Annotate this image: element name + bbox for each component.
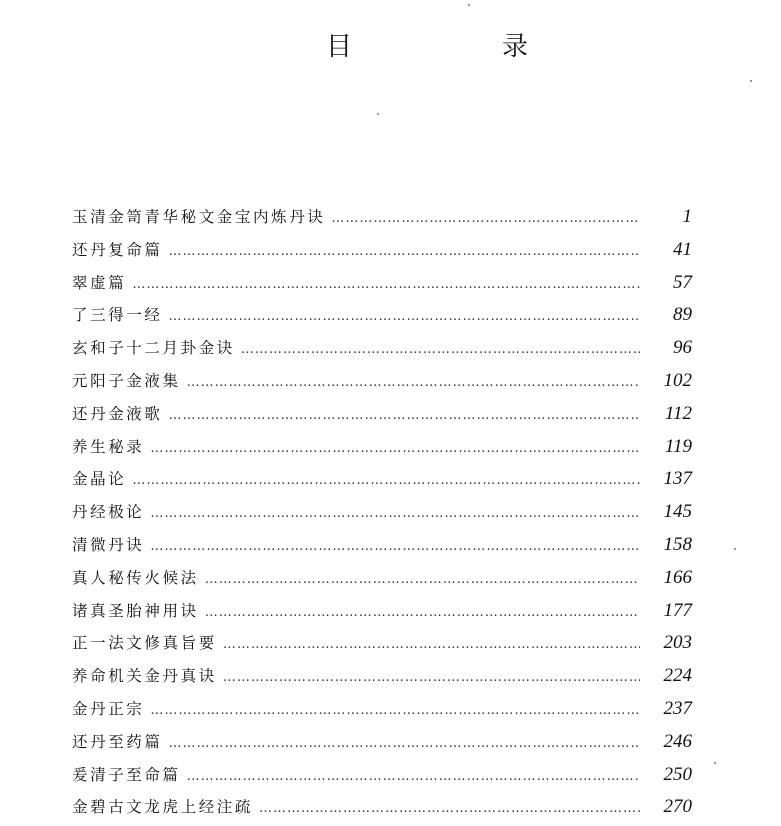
toc-entry-title: 玉清金笥青华秘文金宝内炼丹诀 xyxy=(72,208,326,226)
dot-leader xyxy=(241,334,640,367)
toc-entry-title: 了三得一经 xyxy=(72,306,163,325)
toc-entry-page: 166 xyxy=(663,566,692,588)
toc-entry xyxy=(72,463,692,496)
toc-entry xyxy=(72,759,692,792)
toc-entry-page: 145 xyxy=(663,501,692,523)
toc-entry xyxy=(72,660,692,693)
toc-entry-title: 玄和子十二月卦金诀 xyxy=(72,339,235,358)
dot-leader xyxy=(132,465,640,498)
toc-entry-title: 清微丹诀 xyxy=(72,535,145,554)
toc-entry xyxy=(72,791,692,824)
toc-entry-page: 177 xyxy=(663,599,692,621)
toc-entry-title: 金晶论 xyxy=(72,470,127,489)
scan-speck xyxy=(734,548,736,550)
toc-entry-page: 137 xyxy=(663,468,692,490)
toc-entry-page: 250 xyxy=(663,763,692,785)
toc-entry-title: 爰清子至命篇 xyxy=(72,765,181,784)
toc-entry xyxy=(72,496,692,529)
toc-entry xyxy=(72,267,692,300)
toc-entry-title: 还丹至药篇 xyxy=(72,732,163,751)
toc-entry-page: 270 xyxy=(663,796,692,818)
toc-entry-title: 丹经极论 xyxy=(72,503,145,522)
dot-leader xyxy=(150,433,640,466)
toc-entry-title: 金丹正宗 xyxy=(72,699,145,718)
toc-entry-page: 112 xyxy=(664,402,692,424)
toc-entry-title: 真人秘传火候法 xyxy=(72,568,199,587)
dot-leader xyxy=(169,301,640,334)
toc-entry-page: 158 xyxy=(663,533,692,555)
toc-entry xyxy=(72,726,692,759)
dot-leader xyxy=(331,203,640,236)
toc-entry xyxy=(72,431,692,464)
toc-entry-title: 诸真圣胎神用诀 xyxy=(72,601,199,620)
dot-leader xyxy=(223,662,640,695)
toc-entry xyxy=(72,595,692,628)
scan-speck xyxy=(468,4,470,6)
dot-leader xyxy=(259,793,640,826)
toc-entry-title: 还丹金液歌 xyxy=(72,404,163,423)
toc-entry xyxy=(72,627,692,660)
toc-entry xyxy=(72,529,692,562)
toc-entry xyxy=(72,365,692,398)
toc-entry xyxy=(72,693,692,726)
toc-entry-page: 237 xyxy=(663,697,692,719)
dot-leader xyxy=(150,531,640,564)
toc-entry-title: 还丹复命篇 xyxy=(72,240,163,259)
table-of-contents xyxy=(72,201,692,824)
dot-leader xyxy=(205,564,640,597)
page-title: 目 录 xyxy=(326,32,591,62)
scan-speck xyxy=(714,762,716,764)
toc-entry-page: 57 xyxy=(673,271,692,293)
toc-entry-page: 89 xyxy=(673,304,692,326)
toc-entry-page: 119 xyxy=(664,435,692,457)
dot-leader xyxy=(223,629,640,662)
toc-entry xyxy=(72,562,692,595)
toc-entry xyxy=(72,299,692,332)
toc-entry-page: 203 xyxy=(663,632,692,654)
toc-entry-page: 224 xyxy=(663,665,692,687)
dot-leader xyxy=(169,236,640,269)
dot-leader xyxy=(150,498,640,531)
toc-entry xyxy=(72,201,692,234)
dot-leader xyxy=(150,695,640,728)
toc-entry-page: 96 xyxy=(673,337,692,359)
scan-speck xyxy=(377,113,379,115)
dot-leader xyxy=(205,597,640,630)
toc-entry-title: 正一法文修真旨要 xyxy=(72,634,217,653)
scan-speck xyxy=(750,80,752,82)
toc-entry-title: 养命机关金丹真诀 xyxy=(72,667,217,686)
toc-entry-title: 养生秘录 xyxy=(72,437,145,456)
toc-entry xyxy=(72,234,692,267)
toc-entry-title: 翠虚篇 xyxy=(72,273,127,292)
dot-leader xyxy=(187,367,640,400)
toc-entry xyxy=(72,398,692,431)
dot-leader xyxy=(169,400,640,433)
toc-entry-title: 元阳子金液集 xyxy=(72,371,181,390)
toc-entry-page: 41 xyxy=(673,238,692,260)
dot-leader xyxy=(169,728,640,761)
toc-entry-page: 1 xyxy=(682,206,692,227)
toc-entry-page: 246 xyxy=(663,730,692,752)
dot-leader xyxy=(187,761,640,794)
toc-entry xyxy=(72,332,692,365)
toc-entry-title: 金碧古文龙虎上经注疏 xyxy=(72,798,254,817)
toc-entry-page: 102 xyxy=(663,369,692,391)
dot-leader xyxy=(132,269,640,302)
